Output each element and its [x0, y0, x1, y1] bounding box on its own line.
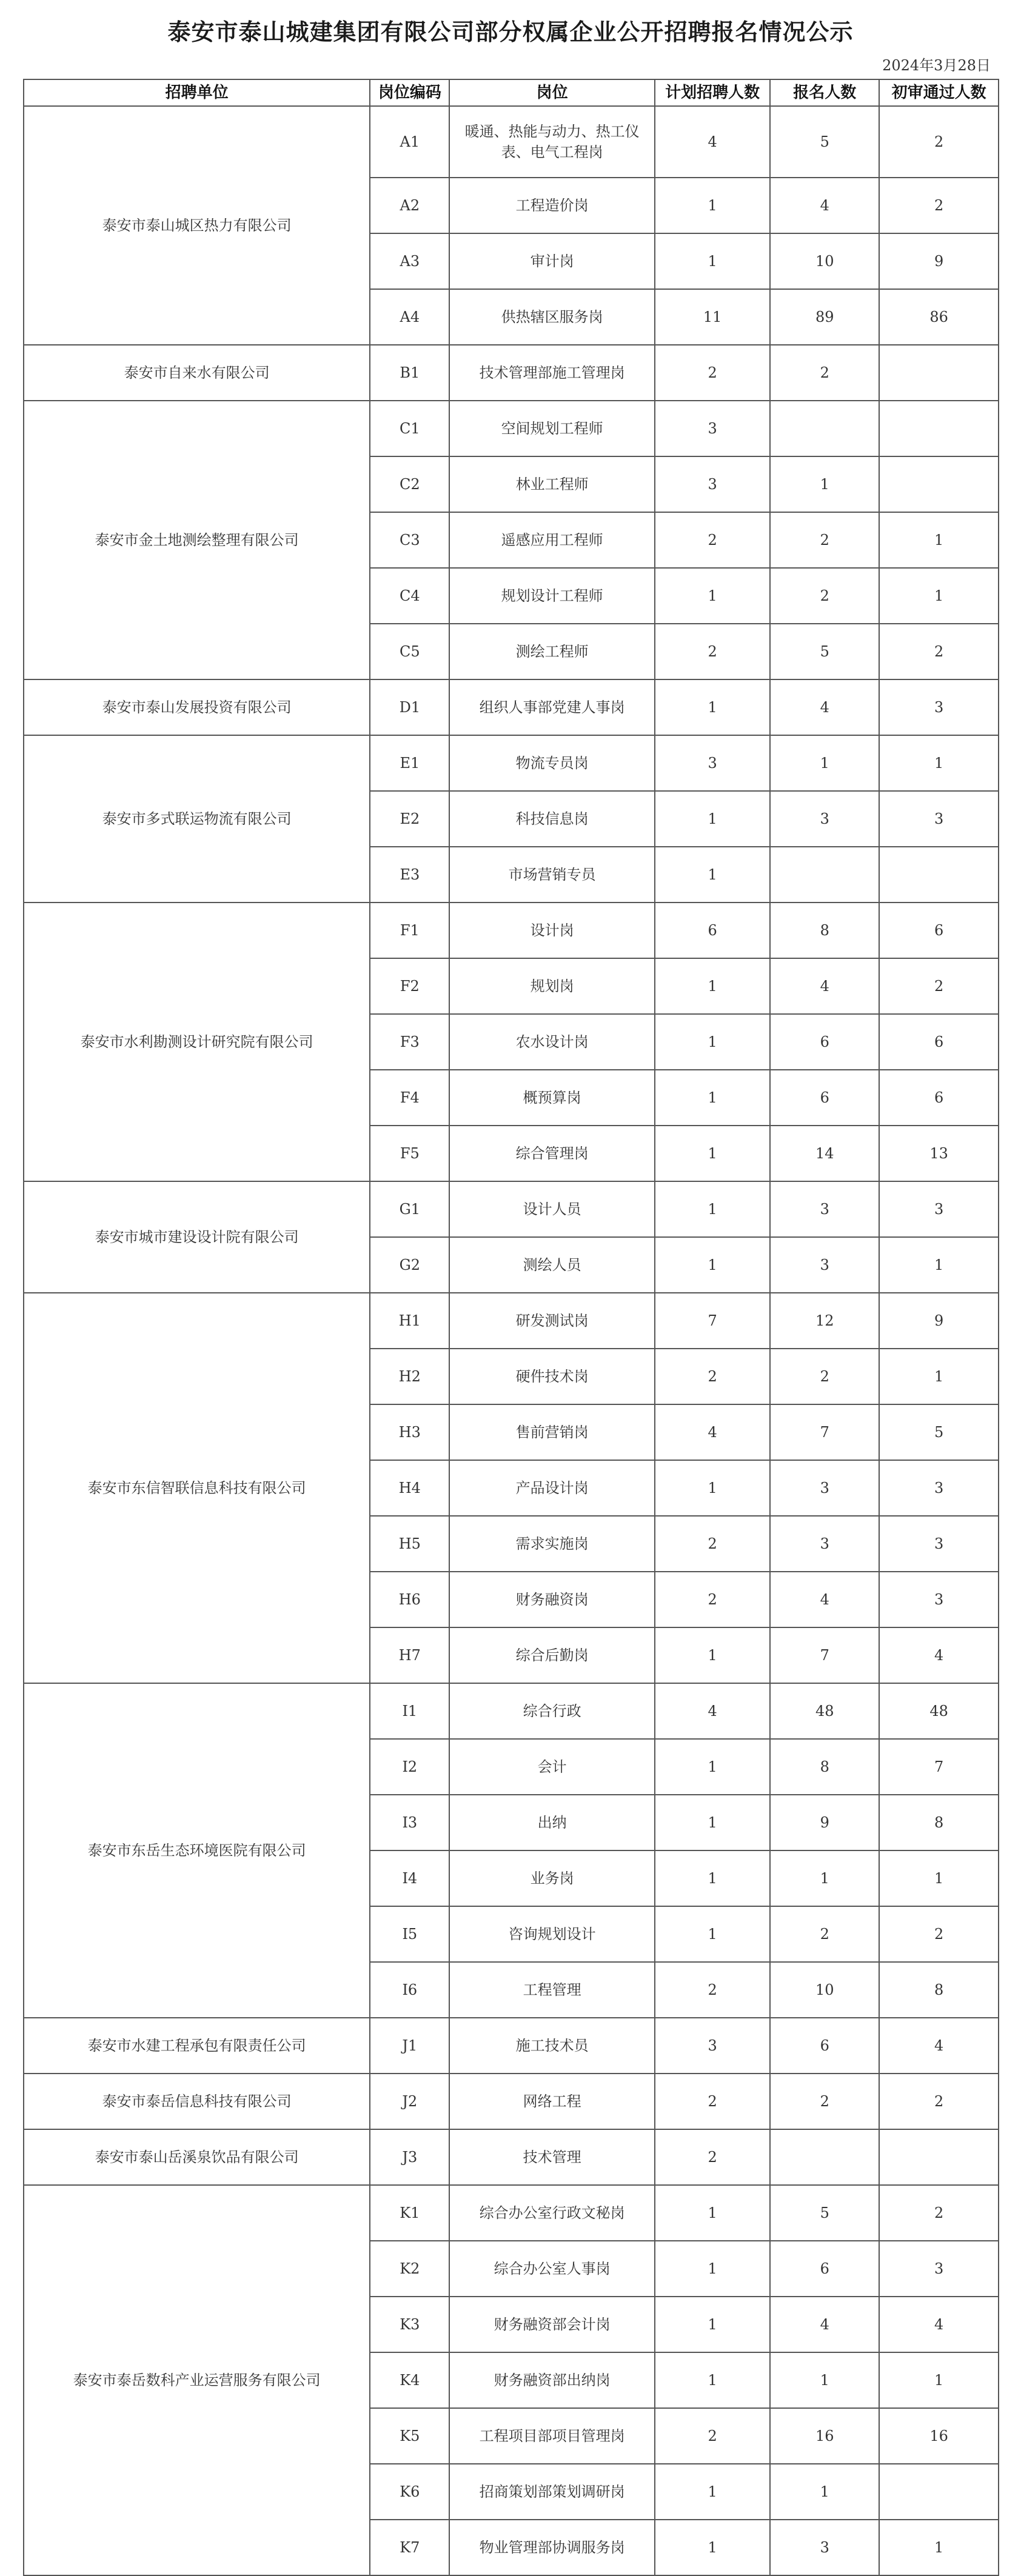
- plan-count-cell: 3: [655, 2018, 770, 2074]
- table-row: [24, 735, 999, 791]
- passed-count-cell: 2: [879, 958, 999, 1014]
- passed-count-cell: 3: [879, 2241, 999, 2297]
- table-header: [24, 79, 999, 106]
- applied-count-cell: 1: [770, 2352, 879, 2408]
- applied-count-cell: 1: [770, 1850, 879, 1906]
- post-name-cell: 工程项目部项目管理岗: [449, 2408, 655, 2464]
- plan-count-cell: 1: [655, 2185, 770, 2241]
- post-code-cell: G2: [370, 1237, 449, 1293]
- passed-count-cell: 1: [879, 1850, 999, 1906]
- unit-name-cell: 泰安市泰山发展投资有限公司: [24, 679, 370, 735]
- post-name-cell: 物业管理部协调服务岗: [449, 2520, 655, 2575]
- applied-count-cell: 14: [770, 1126, 879, 1181]
- post-code-cell: H5: [370, 1516, 449, 1572]
- applied-count-cell: 6: [770, 2241, 879, 2297]
- applied-count-cell: 6: [770, 1070, 879, 1126]
- table-row: [24, 1293, 999, 1349]
- plan-count-cell: 1: [655, 2520, 770, 2575]
- applied-count-cell: 3: [770, 1181, 879, 1237]
- applied-count-cell: 2: [770, 568, 879, 624]
- post-name-cell: 审计岗: [449, 233, 655, 289]
- passed-count-cell: 48: [879, 1683, 999, 1739]
- post-code-cell: A3: [370, 233, 449, 289]
- passed-count-cell: 1: [879, 735, 999, 791]
- unit-name-cell: 泰安市自来水有限公司: [24, 345, 370, 401]
- plan-count-cell: 4: [655, 1404, 770, 1460]
- post-name-cell: 会计: [449, 1739, 655, 1795]
- post-name-cell: 技术管理: [449, 2129, 655, 2185]
- passed-count-cell: [879, 2129, 999, 2185]
- header-applied: 报名人数: [770, 79, 879, 106]
- applied-count-cell: 2: [770, 1906, 879, 1962]
- passed-count-cell: 3: [879, 1516, 999, 1572]
- post-name-cell: 硬件技术岗: [449, 1349, 655, 1404]
- unit-name-cell: 泰安市东信智联信息科技有限公司: [24, 1293, 370, 1683]
- plan-count-cell: 1: [655, 1181, 770, 1237]
- applied-count-cell: 89: [770, 289, 879, 345]
- post-code-cell: I1: [370, 1683, 449, 1739]
- post-name-cell: 需求实施岗: [449, 1516, 655, 1572]
- plan-count-cell: 2: [655, 1516, 770, 1572]
- table-row: [24, 2129, 999, 2185]
- post-name-cell: 遥感应用工程师: [449, 512, 655, 568]
- passed-count-cell: 6: [879, 1070, 999, 1126]
- plan-count-cell: 4: [655, 1683, 770, 1739]
- post-name-cell: 综合管理岗: [449, 1126, 655, 1181]
- passed-count-cell: 1: [879, 1349, 999, 1404]
- unit-name-cell: 泰安市泰山城区热力有限公司: [24, 106, 370, 345]
- post-code-cell: F5: [370, 1126, 449, 1181]
- unit-name-cell: 泰安市金土地测绘整理有限公司: [24, 401, 370, 679]
- post-code-cell: H7: [370, 1627, 449, 1683]
- passed-count-cell: 1: [879, 512, 999, 568]
- unit-name-cell: 泰安市水利勘测设计研究院有限公司: [24, 903, 370, 1181]
- plan-count-cell: 3: [655, 401, 770, 456]
- plan-count-cell: 6: [655, 903, 770, 958]
- post-name-cell: 组织人事部党建人事岗: [449, 679, 655, 735]
- passed-count-cell: 6: [879, 903, 999, 958]
- passed-count-cell: 13: [879, 1126, 999, 1181]
- passed-count-cell: 2: [879, 624, 999, 679]
- applied-count-cell: 3: [770, 2520, 879, 2575]
- post-code-cell: K1: [370, 2185, 449, 2241]
- post-code-cell: E1: [370, 735, 449, 791]
- applied-count-cell: 8: [770, 903, 879, 958]
- plan-count-cell: 11: [655, 289, 770, 345]
- applied-count-cell: 1: [770, 735, 879, 791]
- post-name-cell: 物流专员岗: [449, 735, 655, 791]
- post-name-cell: 工程管理: [449, 1962, 655, 2018]
- post-name-cell: 招商策划部策划调研岗: [449, 2464, 655, 2520]
- post-name-cell: 设计人员: [449, 1181, 655, 1237]
- post-code-cell: I6: [370, 1962, 449, 2018]
- post-code-cell: H6: [370, 1572, 449, 1627]
- post-name-cell: 规划岗: [449, 958, 655, 1014]
- post-name-cell: 出纳: [449, 1795, 655, 1850]
- post-code-cell: C4: [370, 568, 449, 624]
- post-code-cell: F4: [370, 1070, 449, 1126]
- passed-count-cell: [879, 456, 999, 512]
- unit-name-cell: 泰安市泰山岳溪泉饮品有限公司: [24, 2129, 370, 2185]
- post-code-cell: J2: [370, 2074, 449, 2129]
- post-name-cell: 林业工程师: [449, 456, 655, 512]
- post-code-cell: K7: [370, 2520, 449, 2575]
- post-code-cell: K5: [370, 2408, 449, 2464]
- plan-count-cell: 1: [655, 1014, 770, 1070]
- passed-count-cell: 2: [879, 178, 999, 233]
- post-code-cell: J3: [370, 2129, 449, 2185]
- passed-count-cell: 2: [879, 106, 999, 178]
- applied-count-cell: 6: [770, 1014, 879, 1070]
- post-name-cell: 设计岗: [449, 903, 655, 958]
- post-code-cell: J1: [370, 2018, 449, 2074]
- plan-count-cell: 3: [655, 735, 770, 791]
- header-unit: 招聘单位: [24, 79, 370, 106]
- post-code-cell: K6: [370, 2464, 449, 2520]
- plan-count-cell: 1: [655, 1739, 770, 1795]
- plan-count-cell: 1: [655, 958, 770, 1014]
- applied-count-cell: 1: [770, 2464, 879, 2520]
- plan-count-cell: 1: [655, 233, 770, 289]
- passed-count-cell: 4: [879, 2018, 999, 2074]
- passed-count-cell: 16: [879, 2408, 999, 2464]
- post-code-cell: I4: [370, 1850, 449, 1906]
- plan-count-cell: 2: [655, 1349, 770, 1404]
- plan-count-cell: 1: [655, 2241, 770, 2297]
- post-name-cell: 规划设计工程师: [449, 568, 655, 624]
- passed-count-cell: 6: [879, 1014, 999, 1070]
- header-plan: 计划招聘人数: [655, 79, 770, 106]
- applied-count-cell: 7: [770, 1627, 879, 1683]
- passed-count-cell: [879, 345, 999, 401]
- plan-count-cell: 1: [655, 679, 770, 735]
- table-row: [24, 2074, 999, 2129]
- applied-count-cell: 4: [770, 679, 879, 735]
- post-name-cell: 科技信息岗: [449, 791, 655, 847]
- plan-count-cell: 1: [655, 847, 770, 903]
- applied-count-cell: 16: [770, 2408, 879, 2464]
- passed-count-cell: 9: [879, 233, 999, 289]
- passed-count-cell: [879, 2464, 999, 2520]
- passed-count-cell: 4: [879, 1627, 999, 1683]
- plan-count-cell: 1: [655, 1906, 770, 1962]
- plan-count-cell: 2: [655, 1962, 770, 2018]
- post-name-cell: 供热辖区服务岗: [449, 289, 655, 345]
- header-passed: 初审通过人数: [879, 79, 999, 106]
- post-code-cell: H4: [370, 1460, 449, 1516]
- post-name-cell: 工程造价岗: [449, 178, 655, 233]
- plan-count-cell: 1: [655, 2464, 770, 2520]
- post-code-cell: C2: [370, 456, 449, 512]
- recruitment-table: [23, 79, 999, 2576]
- plan-count-cell: 2: [655, 1572, 770, 1627]
- unit-name-cell: 泰安市城市建设设计院有限公司: [24, 1181, 370, 1293]
- table-row: [24, 2185, 999, 2241]
- applied-count-cell: 3: [770, 1460, 879, 1516]
- passed-count-cell: [879, 847, 999, 903]
- unit-name-cell: 泰安市泰岳数科产业运营服务有限公司: [24, 2185, 370, 2575]
- applied-count-cell: 2: [770, 345, 879, 401]
- plan-count-cell: 1: [655, 2297, 770, 2352]
- plan-count-cell: 1: [655, 791, 770, 847]
- post-name-cell: 财务融资部会计岗: [449, 2297, 655, 2352]
- table-row: [24, 1181, 999, 1237]
- applied-count-cell: 7: [770, 1404, 879, 1460]
- post-code-cell: C3: [370, 512, 449, 568]
- header-post: 岗位: [449, 79, 655, 106]
- header-code: 岗位编码: [370, 79, 449, 106]
- plan-count-cell: 1: [655, 1126, 770, 1181]
- unit-name-cell: 泰安市泰岳信息科技有限公司: [24, 2074, 370, 2129]
- post-code-cell: G1: [370, 1181, 449, 1237]
- post-code-cell: H3: [370, 1404, 449, 1460]
- applied-count-cell: 4: [770, 958, 879, 1014]
- post-name-cell: 暖通、热能与动力、热工仪表、电气工程岗: [449, 106, 655, 178]
- post-name-cell: 市场营销专员: [449, 847, 655, 903]
- plan-count-cell: 2: [655, 345, 770, 401]
- post-code-cell: H1: [370, 1293, 449, 1349]
- plan-count-cell: 1: [655, 1070, 770, 1126]
- applied-count-cell: [770, 2129, 879, 2185]
- post-name-cell: 售前营销岗: [449, 1404, 655, 1460]
- applied-count-cell: 9: [770, 1795, 879, 1850]
- table-row: [24, 401, 999, 456]
- post-name-cell: 综合办公室行政文秘岗: [449, 2185, 655, 2241]
- plan-count-cell: 1: [655, 1850, 770, 1906]
- passed-count-cell: 3: [879, 679, 999, 735]
- post-code-cell: E3: [370, 847, 449, 903]
- plan-count-cell: 1: [655, 1460, 770, 1516]
- applied-count-cell: 5: [770, 106, 879, 178]
- post-name-cell: 产品设计岗: [449, 1460, 655, 1516]
- post-code-cell: D1: [370, 679, 449, 735]
- table-row: [24, 903, 999, 958]
- post-code-cell: H2: [370, 1349, 449, 1404]
- post-code-cell: F1: [370, 903, 449, 958]
- post-code-cell: F2: [370, 958, 449, 1014]
- post-name-cell: 测绘工程师: [449, 624, 655, 679]
- passed-count-cell: 3: [879, 791, 999, 847]
- post-code-cell: A2: [370, 178, 449, 233]
- applied-count-cell: 6: [770, 2018, 879, 2074]
- applied-count-cell: 8: [770, 1739, 879, 1795]
- applied-count-cell: 10: [770, 1962, 879, 2018]
- unit-name-cell: 泰安市水建工程承包有限责任公司: [24, 2018, 370, 2074]
- applied-count-cell: 4: [770, 2297, 879, 2352]
- passed-count-cell: 86: [879, 289, 999, 345]
- plan-count-cell: 1: [655, 2352, 770, 2408]
- post-name-cell: 综合后勤岗: [449, 1627, 655, 1683]
- post-name-cell: 综合行政: [449, 1683, 655, 1739]
- applied-count-cell: 3: [770, 1516, 879, 1572]
- post-code-cell: A1: [370, 106, 449, 178]
- page-title: 泰安市泰山城建集团有限公司部分权属企业公开招聘报名情况公示: [167, 18, 854, 45]
- post-code-cell: K3: [370, 2297, 449, 2352]
- applied-count-cell: 10: [770, 233, 879, 289]
- post-code-cell: I2: [370, 1739, 449, 1795]
- post-name-cell: 咨询规划设计: [449, 1906, 655, 1962]
- unit-name-cell: 泰安市东岳生态环境医院有限公司: [24, 1683, 370, 2018]
- applied-count-cell: 2: [770, 512, 879, 568]
- post-code-cell: B1: [370, 345, 449, 401]
- passed-count-cell: 9: [879, 1293, 999, 1349]
- plan-count-cell: 1: [655, 1237, 770, 1293]
- post-name-cell: 农水设计岗: [449, 1014, 655, 1070]
- applied-count-cell: 2: [770, 2074, 879, 2129]
- applied-count-cell: 5: [770, 2185, 879, 2241]
- applied-count-cell: 48: [770, 1683, 879, 1739]
- table-body: [24, 106, 999, 2575]
- unit-name-cell: 泰安市多式联运物流有限公司: [24, 735, 370, 903]
- plan-count-cell: 2: [655, 512, 770, 568]
- post-code-cell: I3: [370, 1795, 449, 1850]
- plan-count-cell: 2: [655, 2129, 770, 2185]
- post-code-cell: E2: [370, 791, 449, 847]
- passed-count-cell: 8: [879, 1795, 999, 1850]
- applied-count-cell: 1: [770, 456, 879, 512]
- post-code-cell: A4: [370, 289, 449, 345]
- applied-count-cell: [770, 401, 879, 456]
- plan-count-cell: 2: [655, 624, 770, 679]
- applied-count-cell: 2: [770, 1349, 879, 1404]
- passed-count-cell: 1: [879, 2352, 999, 2408]
- table-row: [24, 106, 999, 178]
- passed-count-cell: 2: [879, 1906, 999, 1962]
- post-code-cell: K2: [370, 2241, 449, 2297]
- post-code-cell: C1: [370, 401, 449, 456]
- post-name-cell: 综合办公室人事岗: [449, 2241, 655, 2297]
- post-code-cell: I5: [370, 1906, 449, 1962]
- post-name-cell: 研发测试岗: [449, 1293, 655, 1349]
- plan-count-cell: 1: [655, 1795, 770, 1850]
- passed-count-cell: 3: [879, 1181, 999, 1237]
- passed-count-cell: 4: [879, 2297, 999, 2352]
- applied-count-cell: 3: [770, 1237, 879, 1293]
- post-name-cell: 测绘人员: [449, 1237, 655, 1293]
- plan-count-cell: 1: [655, 568, 770, 624]
- post-name-cell: 财务融资岗: [449, 1572, 655, 1627]
- applied-count-cell: [770, 847, 879, 903]
- table-row: [24, 1683, 999, 1739]
- applied-count-cell: 12: [770, 1293, 879, 1349]
- passed-count-cell: 8: [879, 1962, 999, 2018]
- post-name-cell: 概预算岗: [449, 1070, 655, 1126]
- passed-count-cell: 1: [879, 568, 999, 624]
- table-row: [24, 345, 999, 401]
- post-code-cell: F3: [370, 1014, 449, 1070]
- plan-count-cell: 3: [655, 456, 770, 512]
- plan-count-cell: 2: [655, 2408, 770, 2464]
- passed-count-cell: 3: [879, 1460, 999, 1516]
- passed-count-cell: 2: [879, 2185, 999, 2241]
- passed-count-cell: 2: [879, 2074, 999, 2129]
- post-code-cell: C5: [370, 624, 449, 679]
- post-name-cell: 网络工程: [449, 2074, 655, 2129]
- plan-count-cell: 2: [655, 2074, 770, 2129]
- table-row: [24, 679, 999, 735]
- plan-count-cell: 7: [655, 1293, 770, 1349]
- applied-count-cell: 4: [770, 1572, 879, 1627]
- plan-count-cell: 4: [655, 106, 770, 178]
- publish-date: 2024年3月28日: [882, 57, 991, 74]
- applied-count-cell: 3: [770, 791, 879, 847]
- post-name-cell: 财务融资部出纳岗: [449, 2352, 655, 2408]
- passed-count-cell: 5: [879, 1404, 999, 1460]
- plan-count-cell: 1: [655, 178, 770, 233]
- passed-count-cell: 1: [879, 1237, 999, 1293]
- table-row: [24, 2018, 999, 2074]
- passed-count-cell: 1: [879, 2520, 999, 2575]
- passed-count-cell: 7: [879, 1739, 999, 1795]
- post-name-cell: 业务岗: [449, 1850, 655, 1906]
- post-name-cell: 施工技术员: [449, 2018, 655, 2074]
- plan-count-cell: 1: [655, 1627, 770, 1683]
- post-name-cell: 技术管理部施工管理岗: [449, 345, 655, 401]
- post-name-cell: 空间规划工程师: [449, 401, 655, 456]
- post-code-cell: K4: [370, 2352, 449, 2408]
- applied-count-cell: 5: [770, 624, 879, 679]
- applied-count-cell: 4: [770, 178, 879, 233]
- passed-count-cell: 3: [879, 1572, 999, 1627]
- passed-count-cell: [879, 401, 999, 456]
